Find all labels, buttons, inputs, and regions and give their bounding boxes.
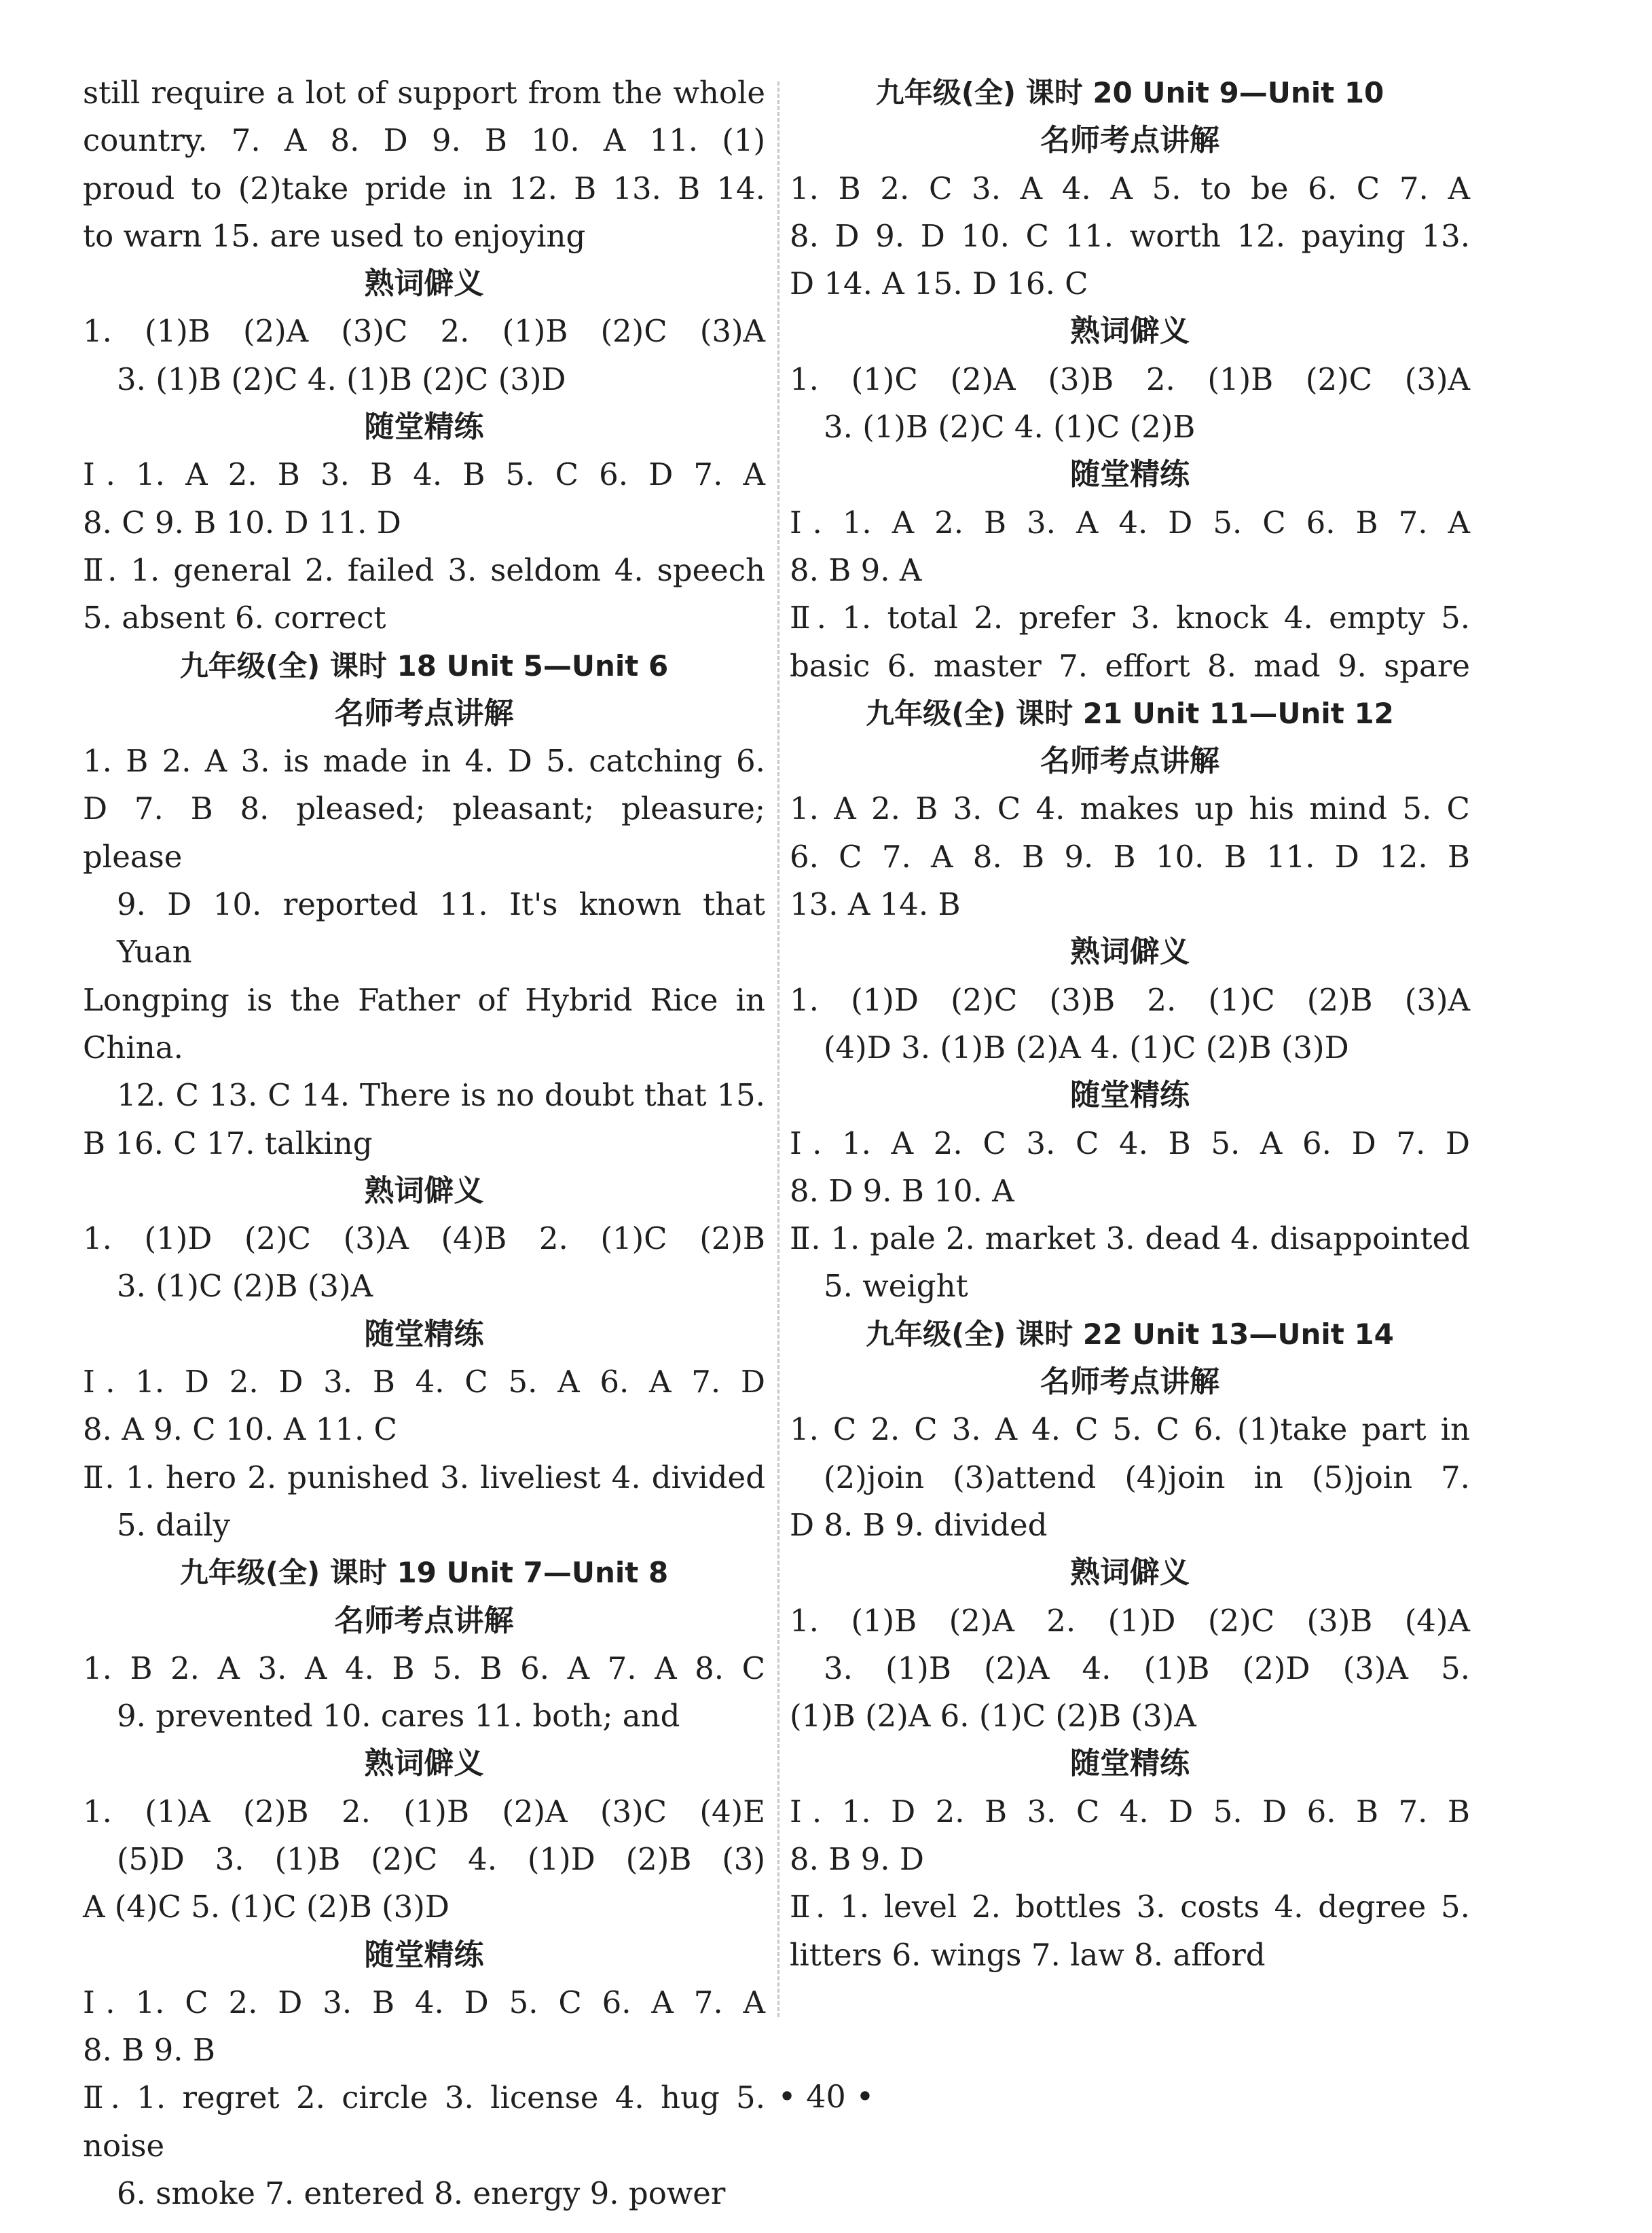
answer-line: 1. A 2. B 3. C 4. makes up his mind 5. C	[790, 791, 1470, 827]
answer-line: 9. D 10. reported 11. It's known that Yuan	[117, 886, 765, 970]
section-heading: 熟词僻义	[1070, 934, 1190, 970]
answer-line: D 8. B 9. divided	[790, 1506, 1048, 1543]
answer-line: 1. B 2. A 3. A 4. B 5. B 6. A 7. A 8. C	[83, 1650, 765, 1686]
right-column	[790, 69, 1470, 1979]
answer-line: 1. (1)C (2)A (3)B 2. (1)B (2)C (3)A	[790, 361, 1470, 397]
section-heading: 名师考点讲解	[1040, 123, 1219, 158]
answer-line: Ⅱ. 1. general 2. failed 3. seldom 4. speech	[83, 551, 765, 588]
lesson-heading: 九年级(全) 课时 20 Unit 9—Unit 10	[875, 76, 1384, 109]
answer-line: Longping is the Father of Hybrid Rice in China.	[83, 981, 765, 1066]
answer-line: 6. smoke 7. entered 8. energy 9. power	[117, 2175, 726, 2212]
answer-line: B 16. C 17. talking	[83, 1125, 373, 1161]
answer-line: 1. (1)A (2)B 2. (1)B (2)A (3)C (4)E	[83, 1793, 765, 1830]
answer-line: Ⅱ. 1. regret 2. circle 3. license 4. hug 5. noise	[83, 2080, 765, 2164]
section-heading: 随堂精练	[1070, 1746, 1190, 1781]
answer-line: litters 6. wings 7. law 8. afford	[790, 1936, 1266, 1973]
section-heading: 名师考点讲解	[1040, 1364, 1219, 1400]
answer-line: 9. prevented 10. cares 11. both; and	[117, 1698, 680, 1735]
section-heading: 名师考点讲解	[1040, 744, 1219, 779]
answer-line: 12. C 13. C 14. There is no doubt that 15.	[117, 1077, 765, 1114]
section-heading: 名师考点讲解	[334, 1603, 514, 1638]
answer-line: proud to (2)take pride in 12. B 13. B 14.	[83, 170, 765, 206]
answer-line: D 7. B 8. pleased; pleasant; pleasure; please	[83, 791, 765, 875]
answer-line: 3. (1)C (2)B (3)A	[117, 1268, 373, 1305]
answer-line: 8. B 9. D	[790, 1840, 924, 1877]
answer-line: 8. D 9. D 10. C 11. worth 12. paying 13.	[790, 217, 1470, 254]
section-heading: 熟词僻义	[364, 266, 484, 302]
lesson-heading: 九年级(全) 课时 22 Unit 13—Unit 14	[866, 1317, 1394, 1351]
section-heading: 熟词僻义	[364, 1173, 484, 1208]
answer-line: 8. C 9. B 10. D 11. D	[83, 504, 401, 541]
answer-line: 1. (1)D (2)C (3)A (4)B 2. (1)C (2)B	[83, 1220, 765, 1257]
answer-line: 8. A 9. C 10. A 11. C	[83, 1411, 397, 1448]
answer-line: 1. C 2. C 3. A 4. C 5. C 6. (1)take part in	[790, 1411, 1470, 1448]
answer-line: still require a lot of support from the whole	[83, 75, 765, 111]
answer-line: 5. weight	[824, 1268, 968, 1305]
answer-line: Ⅱ. 1. total 2. prefer 3. knock 4. empty 5.	[790, 600, 1470, 636]
answer-line: Ⅰ. 1. D 2. B 3. C 4. D 5. D 6. B 7. B	[790, 1793, 1470, 1830]
section-heading: 随堂精练	[1070, 457, 1190, 492]
answer-line: 5. absent 6. correct	[83, 600, 386, 636]
answer-line: 5. daily	[117, 1506, 231, 1543]
lesson-heading: 九年级(全) 课时 19 Unit 7—Unit 8	[179, 1556, 669, 1590]
answer-line: (5)D 3. (1)B (2)C 4. (1)D (2)B (3)	[117, 1840, 765, 1877]
answer-line: D 14. A 15. D 16. C	[790, 266, 1088, 302]
answer-line: basic 6. master 7. effort 8. mad 9. spare	[790, 647, 1470, 684]
answer-line: 13. A 14. B	[790, 886, 961, 923]
answer-line: 1. (1)B (2)A 2. (1)D (2)C (3)B (4)A	[790, 1602, 1470, 1639]
section-heading: 名师考点讲解	[334, 695, 514, 731]
answer-line: Ⅰ. 1. D 2. D 3. B 4. C 5. A 6. A 7. D	[83, 1364, 765, 1400]
section-heading: 熟词僻义	[1070, 1555, 1190, 1591]
lesson-heading: 九年级(全) 课时 18 Unit 5—Unit 6	[179, 649, 669, 683]
answer-line: to warn 15. are used to enjoying	[83, 217, 586, 254]
answer-line: Ⅰ. 1. C 2. D 3. B 4. D 5. C 6. A 7. A	[83, 1984, 765, 2020]
answer-line: 1. B 2. A 3. is made in 4. D 5. catching 6.	[83, 743, 765, 780]
answer-line: Ⅱ. 1. hero 2. punished 3. liveliest 4. divided	[83, 1459, 765, 1495]
column-divider	[777, 81, 779, 2017]
answer-line: 3. (1)B (2)C 4. (1)C (2)B	[824, 409, 1196, 446]
section-heading: 随堂精练	[364, 1316, 484, 1351]
answer-line: 1. B 2. C 3. A 4. A 5. to be 6. C 7. A	[790, 170, 1470, 206]
answer-line: 8. D 9. B 10. A	[790, 1172, 1014, 1209]
section-heading: 熟词僻义	[1070, 314, 1190, 349]
section-heading: 随堂精练	[1070, 1078, 1190, 1113]
answer-line: 1. (1)B (2)A (3)C 2. (1)B (2)C (3)A	[83, 313, 765, 350]
answer-line: 3. (1)B (2)A 4. (1)B (2)D (3)A 5.	[824, 1650, 1470, 1686]
answer-line: Ⅱ. 1. pale 2. market 3. dead 4. disappointed	[790, 1220, 1470, 1257]
answer-line: A (4)C 5. (1)C (2)B (3)D	[83, 1889, 449, 1925]
answer-line: Ⅰ. 1. A 2. B 3. A 4. D 5. C 6. B 7. A	[790, 504, 1470, 541]
answer-line: Ⅰ. 1. A 2. C 3. C 4. B 5. A 6. D 7. D	[790, 1125, 1470, 1161]
answer-line: Ⅱ. 1. level 2. bottles 3. costs 4. degree 5.	[790, 1889, 1470, 1925]
answer-line: 1. (1)D (2)C (3)B 2. (1)C (2)B (3)A	[790, 981, 1470, 1018]
answer-line: 8. B 9. A	[790, 551, 922, 588]
answer-line: 3. (1)B (2)C 4. (1)B (2)C (3)D	[117, 361, 566, 397]
answer-line: (4)D 3. (1)B (2)A 4. (1)C (2)B (3)D	[824, 1029, 1349, 1066]
answer-line: (1)B (2)A 6. (1)C (2)B (3)A	[790, 1698, 1196, 1735]
section-heading: 熟词僻义	[364, 1746, 484, 1781]
lesson-heading: 九年级(全) 课时 21 Unit 11—Unit 12	[866, 696, 1394, 730]
left-column	[83, 69, 765, 2217]
section-heading: 随堂精练	[364, 410, 484, 445]
answer-line: country. 7. A 8. D 9. B 10. A 11. (1)	[83, 122, 765, 159]
section-heading: 随堂精练	[364, 1937, 484, 1972]
answer-line: Ⅰ. 1. A 2. B 3. B 4. B 5. C 6. D 7. A	[83, 456, 765, 493]
answer-line: (2)join (3)attend (4)join in (5)join 7.	[824, 1459, 1470, 1495]
answer-line: 6. C 7. A 8. B 9. B 10. B 11. D 12. B	[790, 838, 1470, 875]
answer-line: 8. B 9. B	[83, 2032, 215, 2069]
page-number: • 40 •	[777, 2078, 875, 2115]
